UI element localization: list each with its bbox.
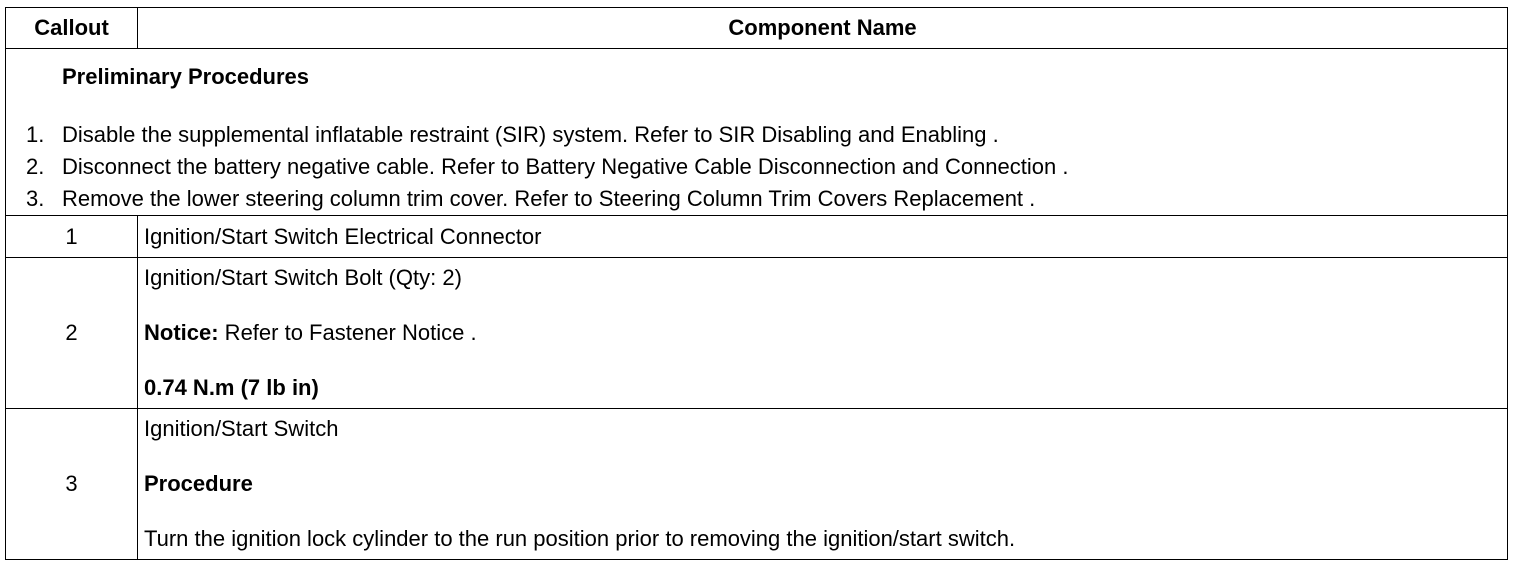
header-row (6, 8, 1508, 49)
step-number: 1. (26, 122, 45, 147)
callout-cell: 3 (6, 409, 138, 560)
component-name-cell (138, 258, 1508, 409)
table-row (6, 409, 1508, 560)
table-row (6, 258, 1508, 409)
component-name: Ignition/Start Switch Bolt (Qty: 2) (144, 265, 462, 290)
component-name: Ignition/Start Switch (144, 416, 339, 441)
step-number: 3. (26, 186, 45, 211)
notice-text: Refer to Fastener Notice . (218, 320, 477, 345)
preliminary-step (6, 119, 1507, 151)
step-text: Disconnect the battery negative cable. Refer to Battery Negative Cable Disconnection and Connection . (62, 154, 1069, 179)
preliminary-steps-list (6, 119, 1507, 215)
procedure-text: Turn the ignition lock cylinder to the run position prior to removing the ignition/start switch. (144, 526, 1016, 551)
preliminary-procedures-cell (6, 49, 1508, 216)
preliminary-step (6, 183, 1507, 215)
preliminary-procedures-title: Preliminary Procedures (62, 64, 310, 89)
component-name-cell: Ignition/Start Switch Electrical Connector (138, 216, 1508, 258)
notice-line (144, 319, 1507, 347)
preliminary-procedures-row (6, 49, 1508, 216)
callout-header: Callout (6, 8, 138, 49)
step-text: Disable the supplemental inflatable restraint (SIR) system. Refer to SIR Disabling and Enabling . (62, 122, 999, 147)
component-table (5, 7, 1508, 560)
callout-cell: 1 (6, 216, 138, 258)
callout-cell: 2 (6, 258, 138, 409)
table-row (6, 216, 1508, 258)
component-name-header: Component Name (138, 8, 1508, 49)
step-text: Remove the lower steering column trim cover. Refer to Steering Column Trim Covers Replacement . (62, 186, 1036, 211)
component-name-cell (138, 409, 1508, 560)
notice-label: Notice: (144, 320, 219, 345)
torque-spec: 0.74 N.m (7 lb in) (144, 375, 319, 400)
preliminary-step (6, 151, 1507, 183)
procedure-label: Procedure (144, 471, 253, 496)
step-number: 2. (26, 154, 45, 179)
